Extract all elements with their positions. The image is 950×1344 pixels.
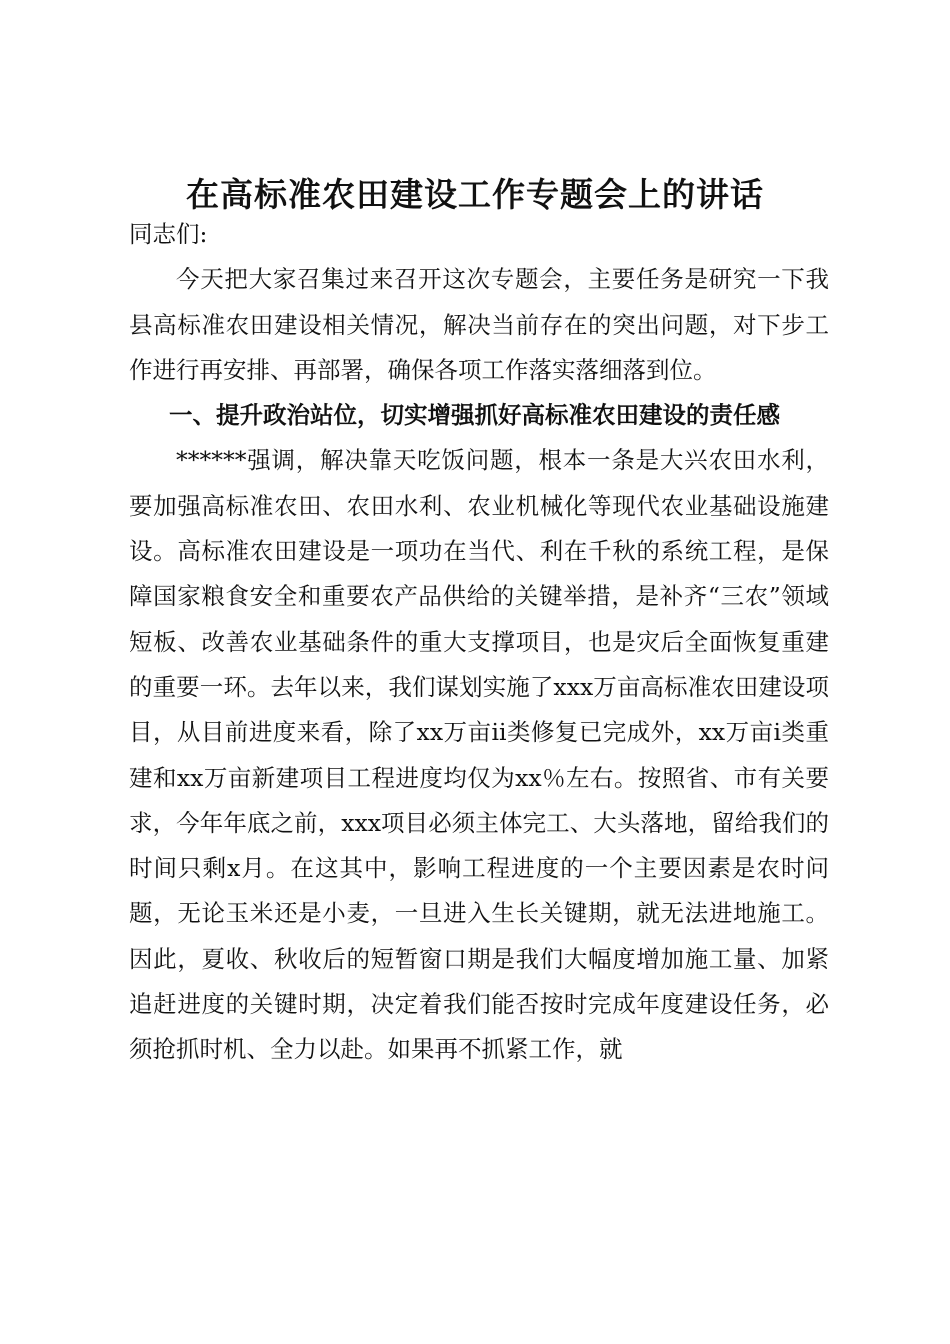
intro-paragraph: 今天把大家召集过来召开这次专题会，主要任务是研究一下我县高标准农田建设相关情况，解决当前存在的突出问题，对下步工作进行再安排、再部署，确保各项工作落实落细落到位。 [129, 265, 829, 384]
document-title: 在高标准农田建设工作专题会上的讲话 [186, 175, 764, 214]
salutation: 同志们: [129, 220, 208, 248]
document-body [129, 212, 829, 1073]
section-heading-1: 一、提升政治站位，切实增强抓好高标准农田建设的责任感 [169, 401, 780, 430]
section-1-paragraph: ******强调，解决靠天吃饭问题，根本一条是大兴农田水利，要加强高标准农田、农田水利、农业机械化等现代农业基础设施建设。高标准农田建设是一项功在当代、利在千秋的系统工程，是保障国家粮食安全和重要农产品供给的关键举措，是补齐“三农”领域短板、改善农业基础条件的重大支撑项目，也是灾后全面恢复重建的重要一环。去年以来，我们谋划实施了xxx万亩高标准农田建设项目，从目前进度来看，除了xx万亩ii类修复已完成外，xx万亩i类重建和xx万亩新建项目工程进度均仅为xx％左右。按照省、市有关要求，今年年底之前，xxx项目必须主体完工、大头落地，留给我们的时间只剩x月。在这其中，影响工程进度的一个主要因素是农时问题，无论玉米还是小麦，一旦进入生长关键期，就无法进地施工。因此，夏收、秋收后的短暂窗口期是我们大幅度增加施工量、加紧追赶进度的关键时期，决定着我们能否按时完成年度建设任务，必须抢抓时机、全力以赴。如果再不抓紧工作，就 [129, 446, 829, 1064]
